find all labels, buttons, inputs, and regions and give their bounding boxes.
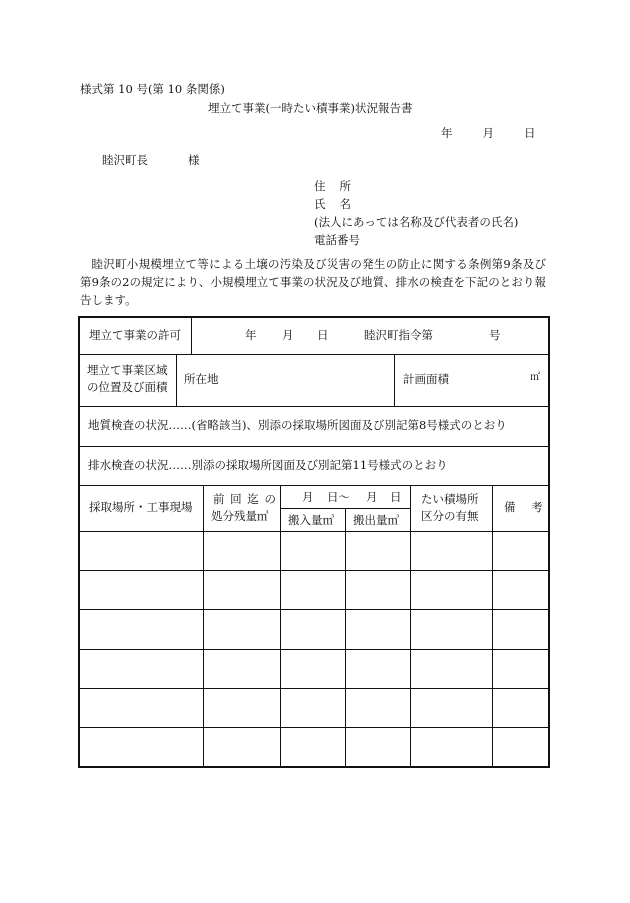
row-divider bbox=[80, 649, 548, 650]
row-divider bbox=[80, 406, 548, 407]
location-label: 所在地 bbox=[184, 372, 219, 386]
col-prev-header-line1: 前 回 迄 の bbox=[213, 492, 277, 506]
applicant-name-label: 氏名 bbox=[314, 197, 365, 211]
row-divider bbox=[80, 354, 548, 355]
row-divider bbox=[80, 446, 548, 447]
area-unit: ㎡ bbox=[530, 372, 540, 383]
date-day: 日 bbox=[524, 126, 536, 140]
col-divider bbox=[203, 485, 204, 766]
permit-label: 埋立て事業の許可 bbox=[89, 328, 181, 342]
permit-designation: 睦沢町指令第 bbox=[364, 328, 433, 342]
col-storage-header-line2: 区分の有無 bbox=[421, 509, 479, 523]
row-divider bbox=[80, 531, 548, 532]
col-period-month-start: 月 bbox=[302, 490, 314, 504]
col-in-header: 搬入量㎥ bbox=[288, 513, 334, 527]
row-divider bbox=[80, 727, 548, 728]
area-label-line1: 埋立て事業区域 bbox=[87, 363, 168, 377]
applicant-corp-note: (法人にあっては名称及び代表者の氏名) bbox=[314, 215, 519, 229]
col-prev-header-line2: 処分残量㎥ bbox=[211, 509, 269, 523]
report-form bbox=[78, 316, 550, 768]
applicant-address-label: 住所 bbox=[314, 179, 365, 193]
col-divider bbox=[410, 485, 411, 766]
area-label-line2: の位置及び面積 bbox=[87, 380, 168, 394]
addressee bbox=[102, 153, 200, 169]
col-period-month-end: 月 bbox=[366, 490, 378, 504]
col-divider bbox=[176, 354, 177, 406]
col-site-header: 採取場所・工事現場 bbox=[89, 500, 193, 514]
col-divider bbox=[492, 485, 493, 766]
addressee-suffix: 様 bbox=[188, 153, 200, 167]
permit-day: 日 bbox=[317, 328, 329, 342]
report-date bbox=[441, 126, 536, 142]
row-divider bbox=[80, 570, 548, 571]
geology-check-text: 地質検査の状況……(省略該当)、別添の採取場所図面及び別記第8号様式のとおり bbox=[88, 418, 507, 432]
addressee-name: 睦沢町長 bbox=[102, 153, 148, 167]
permit-number-suffix: 号 bbox=[489, 328, 501, 342]
document-title: 埋立て事業(一時たい積事業)状況報告書 bbox=[208, 101, 413, 115]
date-year: 年 bbox=[441, 126, 453, 140]
drainage-check-text: 排水検査の状況……別添の採取場所図面及び別記第11号様式のとおり bbox=[88, 458, 448, 472]
permit-year: 年 bbox=[245, 328, 257, 342]
col-divider bbox=[191, 318, 192, 354]
col-out-header: 搬出量㎥ bbox=[353, 513, 399, 527]
col-divider bbox=[345, 508, 346, 766]
col-divider bbox=[394, 354, 395, 406]
form-number: 様式第 10 号(第 10 条関係) bbox=[80, 82, 225, 96]
col-period-day-start: 日～ bbox=[327, 490, 350, 504]
col-period-day-end: 日 bbox=[390, 490, 402, 504]
planned-area-label: 計画面積 bbox=[403, 372, 449, 386]
applicant-phone-label: 電話番号 bbox=[314, 233, 360, 247]
col-storage-header-line1: たい積場所 bbox=[421, 492, 479, 506]
report-body-text: 睦沢町小規模埋立て等による土壌の汚染及び災害の発生の防止に関する条例第9条及び第9条の2の規定により、小規模埋立て事業の状況及び地質、排水の検査を下記のとおり報告します。 bbox=[80, 257, 546, 307]
row-divider bbox=[80, 688, 548, 689]
permit-month: 月 bbox=[282, 328, 294, 342]
row-divider bbox=[80, 609, 548, 610]
col-divider bbox=[280, 485, 281, 766]
row-divider bbox=[80, 485, 548, 486]
col-remarks-header: 備 考 bbox=[504, 500, 549, 514]
date-month: 月 bbox=[482, 126, 494, 140]
